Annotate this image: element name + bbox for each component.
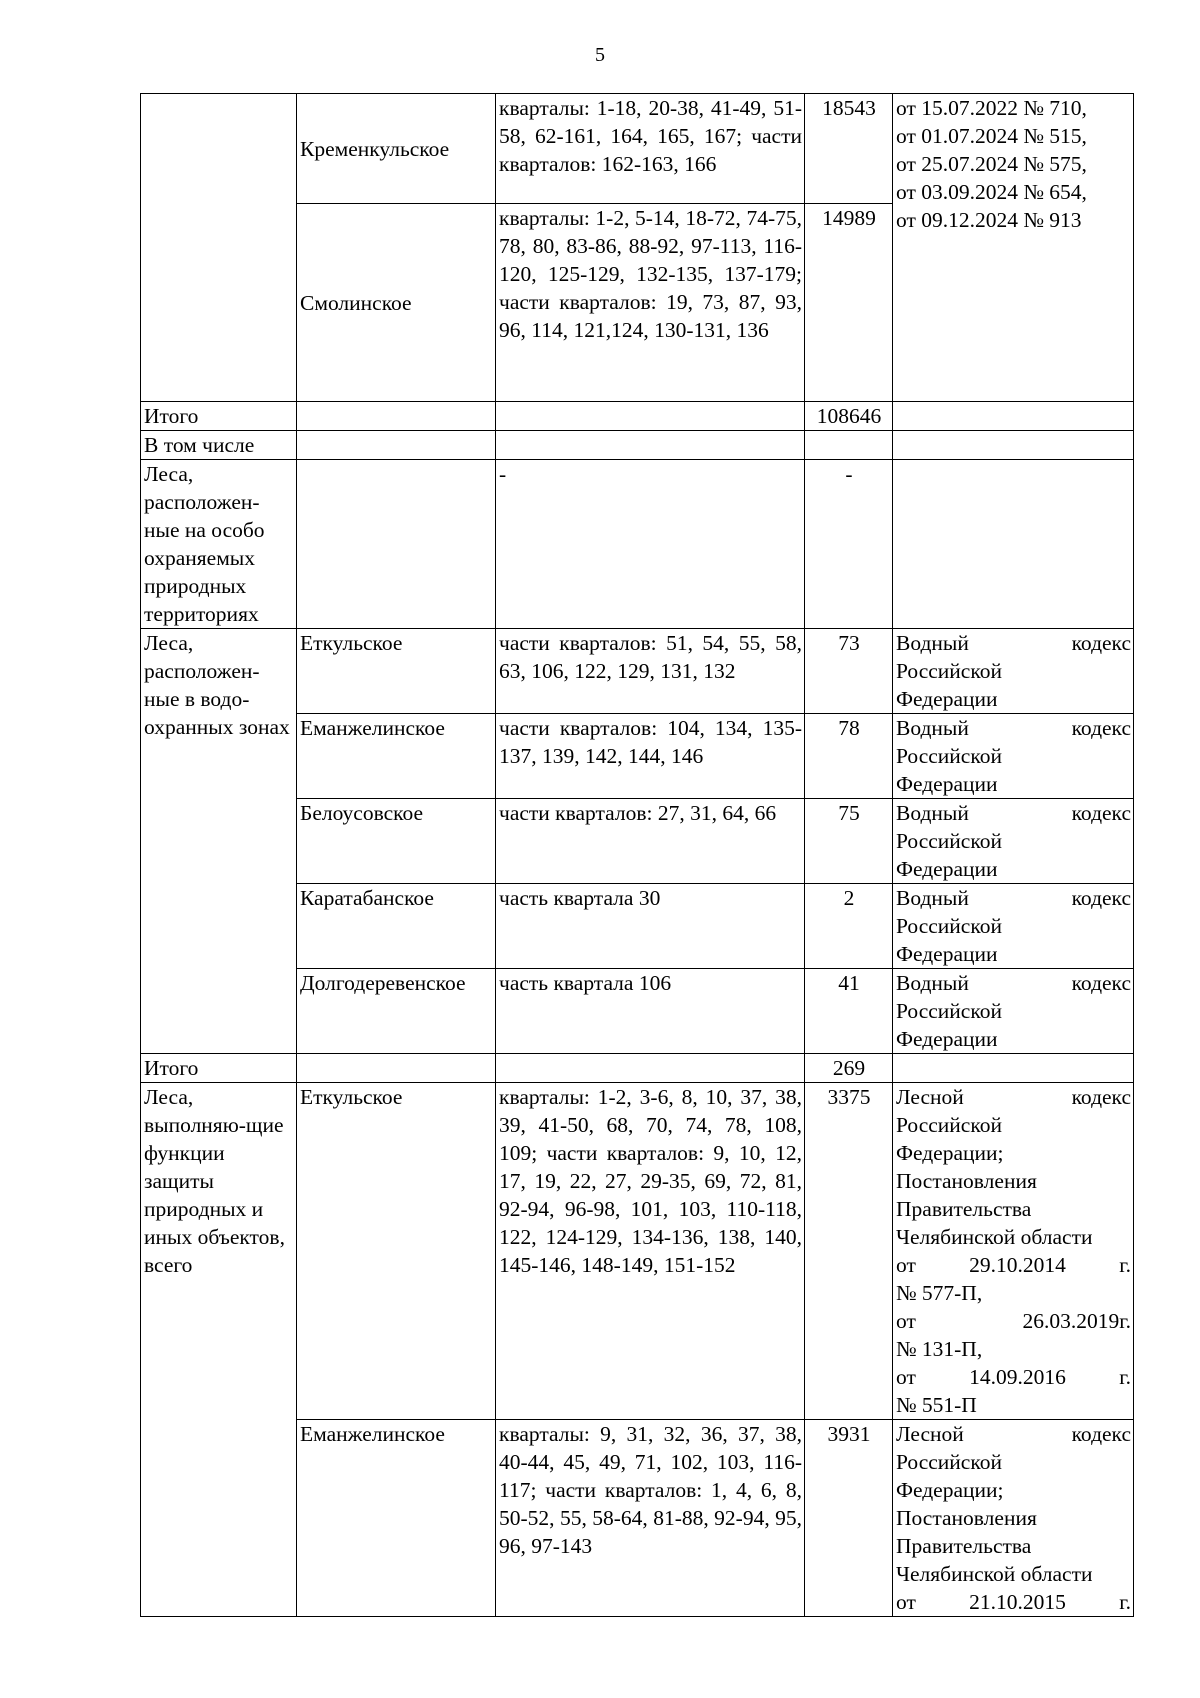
basis-cell bbox=[893, 94, 1134, 402]
empty-cell bbox=[496, 402, 805, 431]
basis-line bbox=[896, 1083, 1131, 1111]
category-cell: Леса, выполняю-щие функции защиты природных и иных объектов, всего bbox=[141, 1083, 297, 1617]
basis-word: от bbox=[896, 1253, 916, 1277]
basis-line: Российской bbox=[896, 744, 1002, 768]
basis-line: Федерации bbox=[896, 772, 998, 796]
basis-line: Челябинской области bbox=[896, 1225, 1093, 1249]
basis-line bbox=[896, 969, 1131, 997]
basis-line: № 131-П, bbox=[896, 1337, 983, 1361]
table-row bbox=[141, 94, 1134, 204]
basis-word: от bbox=[896, 1590, 916, 1614]
empty-cell bbox=[496, 1054, 805, 1083]
district-cell: Белоусовское bbox=[297, 799, 496, 884]
empty-cell bbox=[893, 1054, 1134, 1083]
basis-word: 29.10.2014 bbox=[969, 1253, 1066, 1277]
quarters-cell: части кварталов: 51, 54, 55, 58, 63, 106, 122, 129, 131, 132 bbox=[496, 629, 805, 714]
district-cell: Еманжелинское bbox=[297, 714, 496, 799]
empty-cell bbox=[805, 431, 893, 460]
total-label: Итого bbox=[141, 1054, 297, 1083]
basis-line: Федерации bbox=[896, 1027, 998, 1051]
page-number: 5 bbox=[595, 44, 605, 66]
empty-cell bbox=[893, 431, 1134, 460]
basis-line: Федерации bbox=[896, 857, 998, 881]
quarters-cell: части кварталов: 27, 31, 64, 66 bbox=[496, 799, 805, 884]
empty-cell bbox=[297, 460, 496, 629]
basis-word: кодекс bbox=[1071, 801, 1131, 825]
basis-word: Лесной bbox=[896, 1422, 964, 1446]
empty-cell bbox=[297, 402, 496, 431]
district-cell: Еманжелинское bbox=[297, 1420, 496, 1617]
basis-line: Российской bbox=[896, 1450, 1002, 1474]
basis-word: Водный bbox=[896, 631, 969, 655]
basis-line bbox=[896, 1363, 1131, 1391]
total-area: 269 bbox=[805, 1054, 893, 1083]
basis-line: № 577-П, bbox=[896, 1281, 983, 1305]
basis-line: Правительства bbox=[896, 1197, 1032, 1221]
basis-word: г. bbox=[1119, 1253, 1131, 1277]
quarters-cell: кварталы: 1-18, 20-38, 41-49, 51-58, 62-161, 164, 165, 167; части кварталов: 162-163, 166 bbox=[496, 94, 805, 204]
basis-word: г. bbox=[1119, 1365, 1131, 1389]
table-row bbox=[141, 431, 1134, 460]
basis-line: от 09.12.2024 № 913 bbox=[896, 208, 1082, 232]
basis-line bbox=[896, 799, 1131, 827]
empty-cell bbox=[893, 402, 1134, 431]
basis-word: 21.10.2015 bbox=[969, 1590, 1066, 1614]
basis-cell bbox=[893, 1083, 1134, 1420]
basis-line: от 01.07.2024 № 515, bbox=[896, 124, 1087, 148]
basis-line: Федерации; bbox=[896, 1141, 1004, 1165]
district-cell: Долгодеревенское bbox=[297, 969, 496, 1054]
basis-word: кодекс bbox=[1071, 886, 1131, 910]
basis-word: Водный bbox=[896, 886, 969, 910]
area-cell: 18543 bbox=[805, 94, 893, 204]
basis-line: Федерации bbox=[896, 687, 998, 711]
basis-line bbox=[896, 1420, 1131, 1448]
basis-cell bbox=[893, 629, 1134, 714]
district-cell: Кременкульское bbox=[297, 94, 496, 204]
empty-cell bbox=[893, 460, 1134, 629]
basis-cell bbox=[893, 714, 1134, 799]
category-cell: Леса, расположен-ные на особо охраняемых природных территориях bbox=[141, 460, 297, 629]
basis-word: от bbox=[896, 1309, 916, 1333]
table-row bbox=[141, 460, 1134, 629]
basis-line bbox=[896, 629, 1131, 657]
basis-word: кодекс bbox=[1071, 1085, 1131, 1109]
empty-cell bbox=[297, 1054, 496, 1083]
basis-line: Российской bbox=[896, 659, 1002, 683]
basis-line: Постановления bbox=[896, 1169, 1037, 1193]
quarters-cell: кварталы: 1-2, 3-6, 8, 10, 37, 38, 39, 41-50, 68, 70, 74, 78, 108, 109; части кварталов: 9, 10, 12, 17, 19, 22, 27, 29-35, 69, 72, 81, 92-94, 96-98, 101, 103, 110-118, 122, 124-129, 134-136, 138, 140, 145-146, 148-149, 151-152 bbox=[496, 1083, 805, 1420]
basis-word: Водный bbox=[896, 801, 969, 825]
basis-line bbox=[896, 884, 1131, 912]
basis-word: 14.09.2016 bbox=[969, 1365, 1066, 1389]
basis-word: г. bbox=[1119, 1590, 1131, 1614]
basis-word: кодекс bbox=[1071, 716, 1131, 740]
table-row bbox=[141, 629, 1134, 714]
basis-word: 26.03.2019г. bbox=[1022, 1309, 1131, 1333]
quarters-cell: части кварталов: 104, 134, 135-137, 139, 142, 144, 146 bbox=[496, 714, 805, 799]
basis-word: кодекс bbox=[1071, 971, 1131, 995]
district-cell: Смолинское bbox=[297, 204, 496, 402]
basis-line: Российской bbox=[896, 999, 1002, 1023]
quarters-cell: кварталы: 9, 31, 32, 36, 37, 38, 40-44, 45, 49, 71, 102, 103, 116-117; части кварталов: 1, 4, 6, 8, 50-52, 55, 58-64, 81-88, 92-94, 95, 96, 97-143 bbox=[496, 1420, 805, 1617]
area-cell: 2 bbox=[805, 884, 893, 969]
area-cell: - bbox=[805, 460, 893, 629]
basis-line: Постановления bbox=[896, 1506, 1037, 1530]
category-cell bbox=[141, 94, 297, 204]
area-cell: 14989 bbox=[805, 204, 893, 402]
district-cell: Каратабанское bbox=[297, 884, 496, 969]
basis-line: Федерации; bbox=[896, 1478, 1004, 1502]
basis-cell bbox=[893, 969, 1134, 1054]
basis-cell bbox=[893, 884, 1134, 969]
area-cell: 75 bbox=[805, 799, 893, 884]
basis-word: Водный bbox=[896, 716, 969, 740]
basis-word: кодекс bbox=[1071, 1422, 1131, 1446]
basis-line bbox=[896, 1307, 1131, 1335]
basis-word: кодекс bbox=[1071, 631, 1131, 655]
basis-line bbox=[896, 714, 1131, 742]
quarters-cell: - bbox=[496, 460, 805, 629]
basis-line: от 15.07.2022 № 710, bbox=[896, 96, 1087, 120]
district-cell: Еткульское bbox=[297, 1083, 496, 1420]
total-label: Итого bbox=[141, 402, 297, 431]
quarters-cell: часть квартала 30 bbox=[496, 884, 805, 969]
basis-line: Российской bbox=[896, 914, 1002, 938]
empty-cell bbox=[496, 431, 805, 460]
basis-line: Российской bbox=[896, 1113, 1002, 1137]
table-row bbox=[141, 402, 1134, 431]
basis-line bbox=[896, 1251, 1131, 1279]
table-row bbox=[141, 1054, 1134, 1083]
area-cell: 3375 bbox=[805, 1083, 893, 1420]
total-area: 108646 bbox=[805, 402, 893, 431]
area-cell: 3931 bbox=[805, 1420, 893, 1617]
forest-table bbox=[140, 93, 1134, 1617]
basis-line bbox=[896, 1588, 1131, 1616]
table-row bbox=[141, 1083, 1134, 1420]
basis-line: от 03.09.2024 № 654, bbox=[896, 180, 1087, 204]
basis-word: Водный bbox=[896, 971, 969, 995]
area-cell: 78 bbox=[805, 714, 893, 799]
including-label: В том числе bbox=[141, 431, 297, 460]
area-cell: 73 bbox=[805, 629, 893, 714]
basis-word: Лесной bbox=[896, 1085, 964, 1109]
empty-cell bbox=[297, 431, 496, 460]
basis-line: № 551-П bbox=[896, 1393, 977, 1417]
basis-line: Российской bbox=[896, 829, 1002, 853]
category-cell bbox=[141, 204, 297, 402]
basis-cell bbox=[893, 1420, 1134, 1617]
quarters-cell: кварталы: 1-2, 5-14, 18-72, 74-75, 78, 80, 83-86, 88-92, 97-113, 116-120, 125-129, 132-135, 137-179; части кварталов: 19, 73, 87, 93, 96, 114, 121,124, 130-131, 136 bbox=[496, 204, 805, 402]
category-cell: Леса, расположен-ные в водо-охранных зонах bbox=[141, 629, 297, 1054]
basis-line: от 25.07.2024 № 575, bbox=[896, 152, 1087, 176]
basis-line: Правительства bbox=[896, 1534, 1032, 1558]
basis-word: от bbox=[896, 1365, 916, 1389]
basis-cell bbox=[893, 799, 1134, 884]
district-cell: Еткульское bbox=[297, 629, 496, 714]
quarters-cell: часть квартала 106 bbox=[496, 969, 805, 1054]
basis-line: Челябинской области bbox=[896, 1562, 1093, 1586]
basis-line: Федерации bbox=[896, 942, 998, 966]
area-cell: 41 bbox=[805, 969, 893, 1054]
